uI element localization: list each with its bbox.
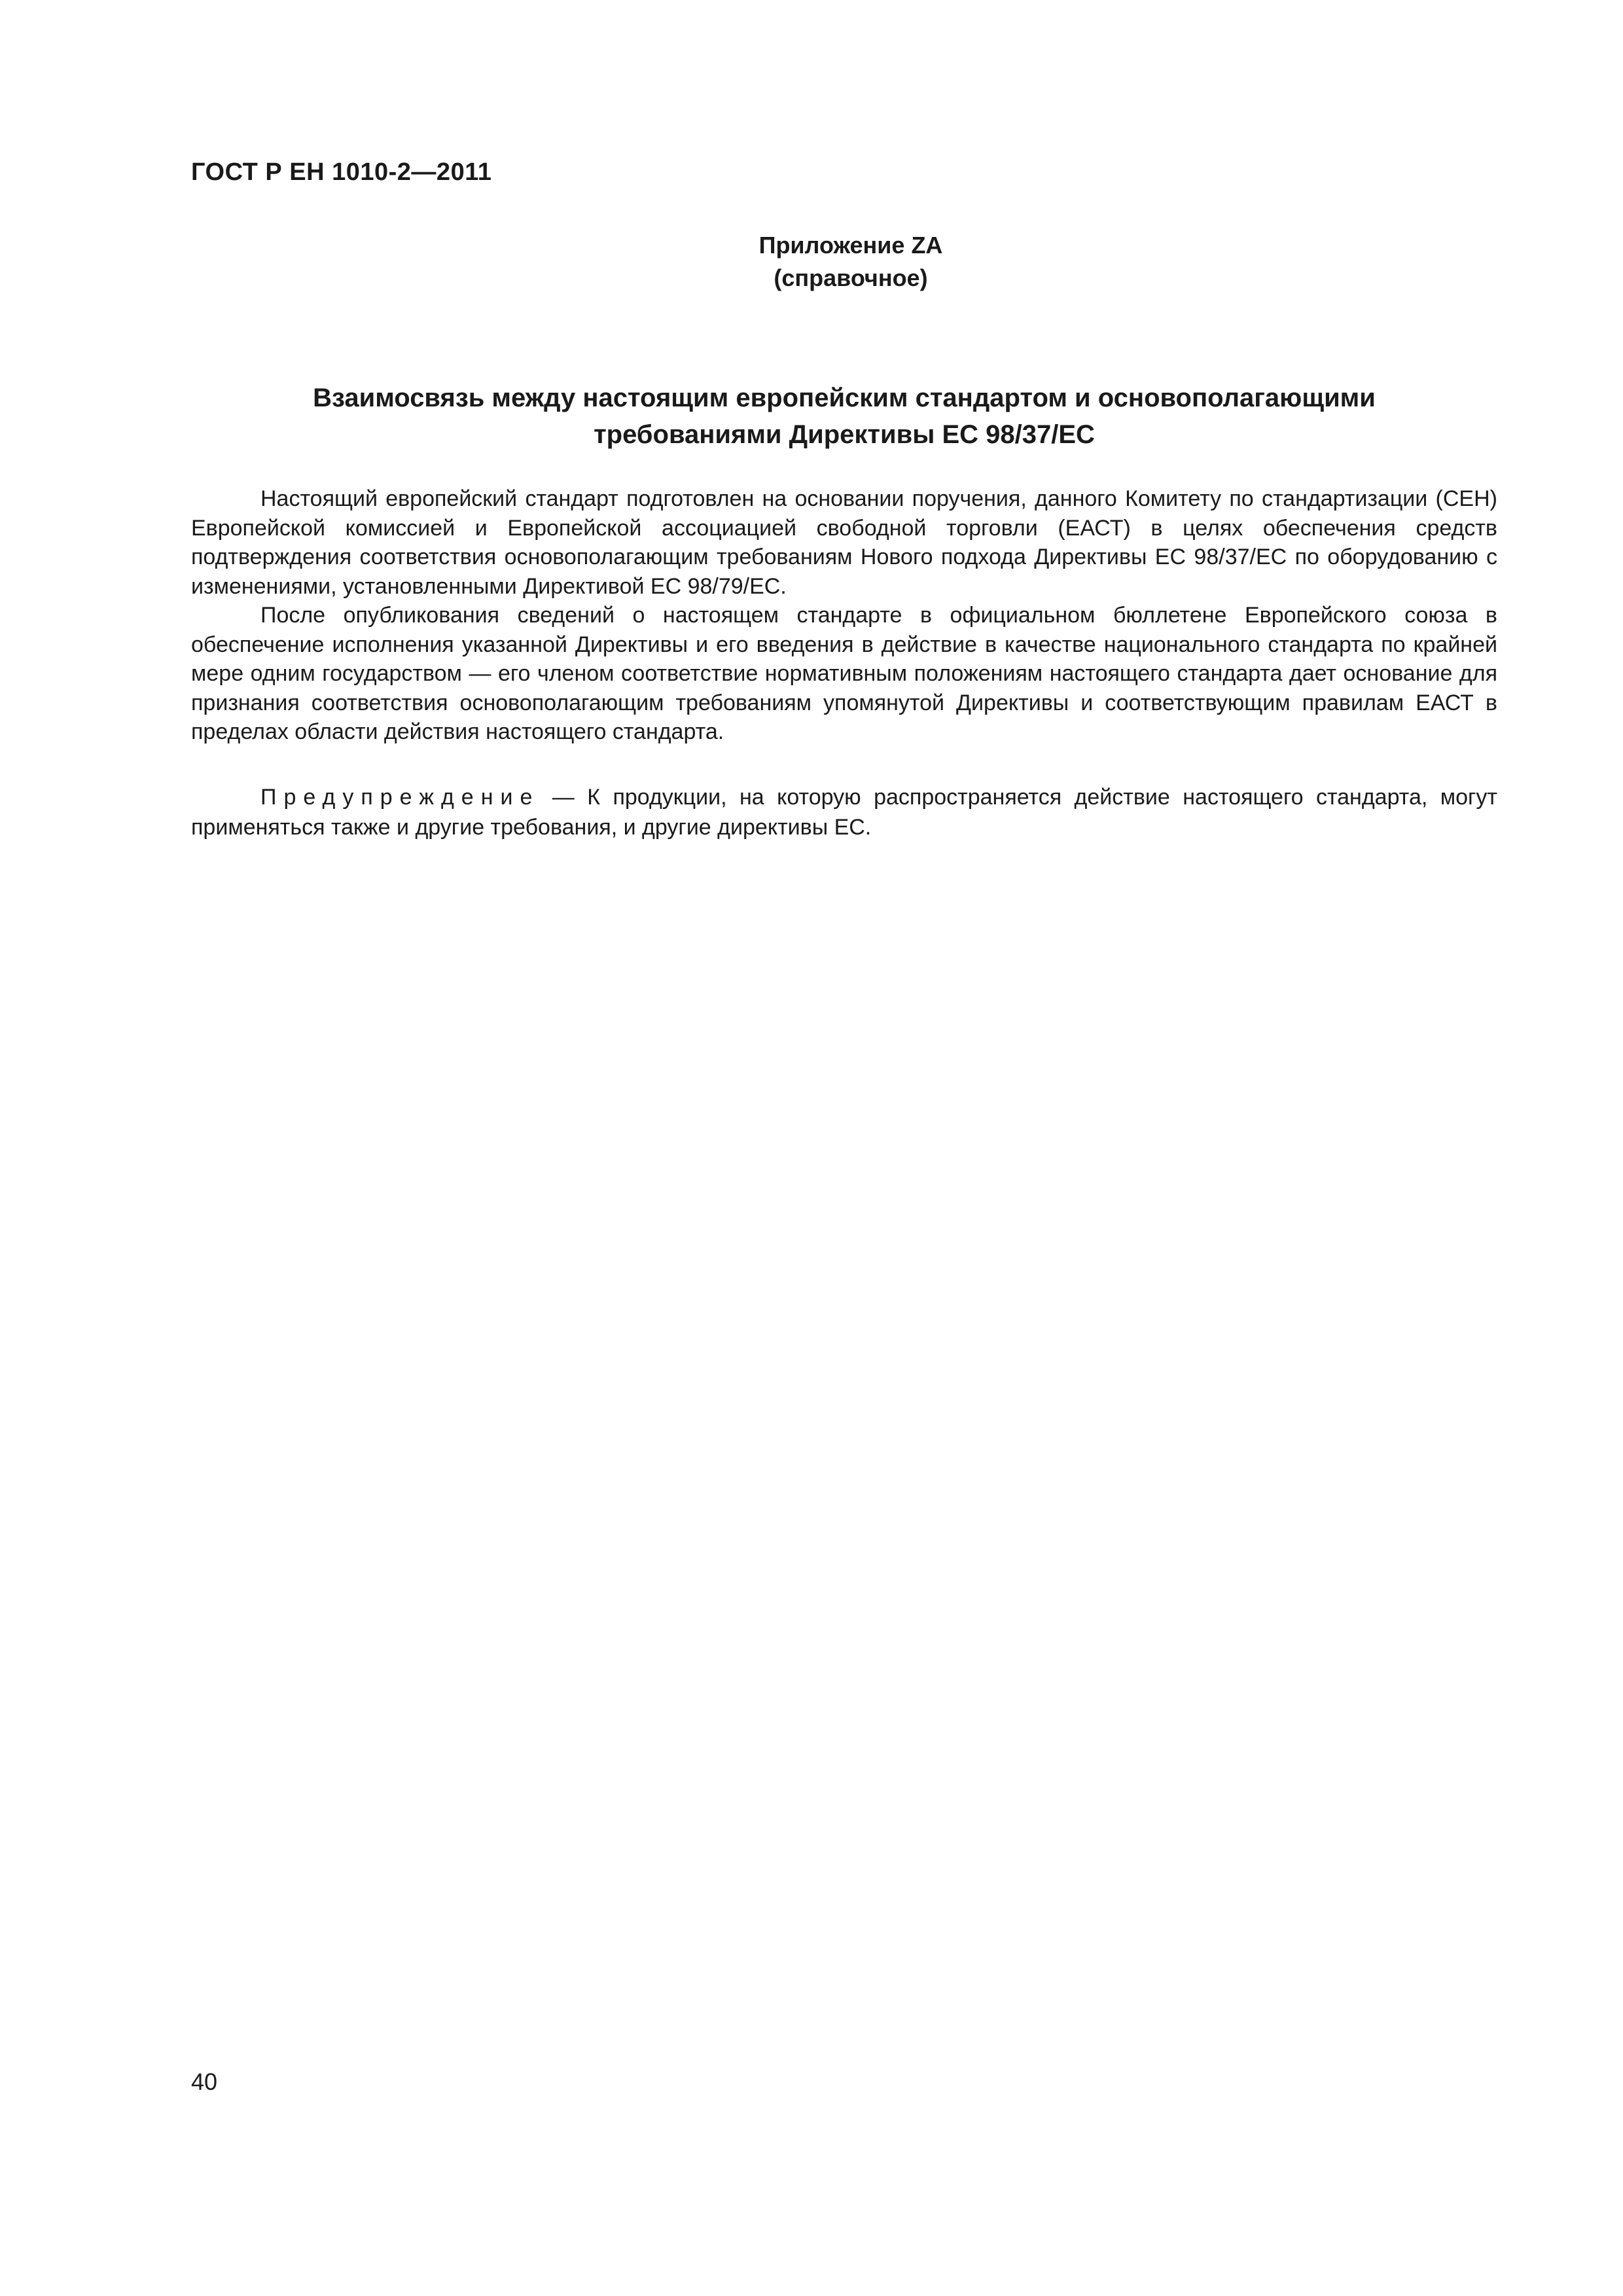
section-title [191, 380, 1497, 453]
section-title-line-1: Взаимосвязь между настоящим европейским стандартом и основополагающими [313, 384, 1376, 412]
annex-status: (справочное) [774, 264, 928, 291]
section-title-line-2: требованиями Директивы ЕС 98/37/ЕС [594, 420, 1095, 449]
annex-title: Приложение ZA [758, 232, 943, 259]
warning-paragraph [191, 782, 1497, 842]
body-paragraph-1: Настоящий европейский стандарт подготовлен на основании поручения, данного Комитету по стандартизации (СЕН) Европейской комиссией и Европейской ассоциацией свободной торговли (ЕАСТ) в целях обеспечения средств подтверждения соответствия основополагающим требованиям Нового подхода Директивы ЕС 98/37/ЕС по оборудованию с изменениями, установленными Директивой ЕС 98/79/ЕС. [191, 486, 1497, 599]
warning-text: — К продукции, на которую распространяется действие настоящего стандарта, могут применяться также и другие требования, и другие директивы ЕС. [191, 785, 1497, 840]
body-paragraph-2: После опубликования сведений о настоящем стандарте в официальном бюллетене Европейского союза в обеспечение исполнения указанной Директивы и его введения в действие в качестве национального стандарта по крайней мере одним государством — его членом соответствие нормативным положениям настоящего стандарта дает основание для признания соответствия основополагающим требованиям упомянутой Директивы и соответствующим правилам ЕАСТ в пределах области действия настоящего стандарта. [191, 603, 1497, 744]
page-number: 40 [191, 2068, 218, 2095]
document-code-header: ГОСТ Р ЕН 1010-2—2011 [191, 158, 492, 186]
annex-heading [654, 229, 1047, 295]
warning-label: Предупреждение [260, 785, 540, 810]
warning-note [191, 782, 1497, 842]
body-text [191, 484, 1497, 747]
